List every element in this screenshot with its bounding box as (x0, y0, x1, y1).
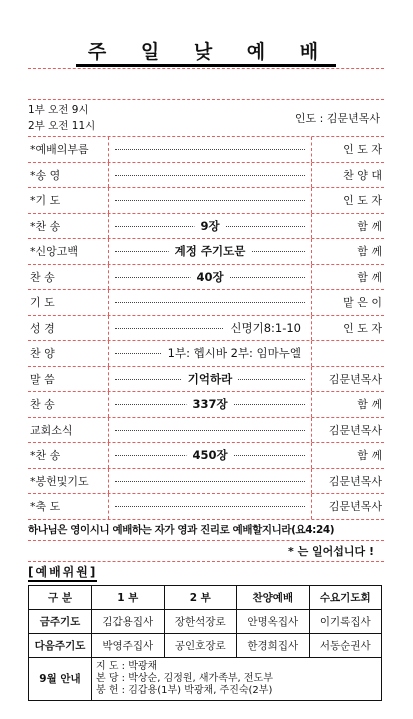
order-item-label: 찬 송 (30, 398, 55, 412)
table-cell: 김갑용집사 (92, 609, 165, 633)
order-item-label: 교회소식 (30, 423, 73, 437)
september-line: 본 당 : 박상순, 김정원, 새가족부, 전도부 (96, 672, 273, 684)
header-praise: 찬양예배 (237, 585, 310, 609)
service-leader: 인도 : 김문년목사 (294, 112, 380, 125)
order-item-detail: 450장 (186, 447, 233, 463)
order-row (28, 418, 384, 444)
row-label: 금주기도 (29, 609, 92, 633)
dotted-leader (108, 494, 312, 519)
order-item-label: *송 영 (30, 168, 61, 182)
order-item-person: 맡 은 이 (343, 296, 382, 310)
september-line: 봉 헌 : 김갑용(1부) 박광채, 주진숙(2부) (96, 684, 273, 696)
order-row (28, 341, 384, 367)
table-row (29, 633, 382, 657)
order-row (28, 163, 384, 189)
order-row (28, 443, 384, 469)
dotted-leader (108, 469, 312, 494)
order-of-worship (28, 137, 384, 520)
order-item-person: 함 께 (357, 398, 382, 412)
table-cell: 박영주집사 (92, 633, 165, 657)
order-row (28, 239, 384, 265)
order-item-label: *봉헌및기도 (30, 474, 89, 488)
order-item-label: 성 경 (30, 321, 55, 335)
table-cell: 서동순권사 (309, 633, 382, 657)
order-row (28, 188, 384, 214)
service-first: 1부 오전 9시 (28, 104, 89, 116)
order-item-label: *찬 송 (30, 219, 61, 233)
dotted-leader (108, 341, 312, 366)
order-item-label: *축 도 (30, 500, 61, 514)
dotted-leader (108, 290, 312, 315)
september-line: 지 도 : 박광채 (96, 660, 158, 672)
order-item-person: 인 도 자 (343, 143, 382, 157)
service-times (28, 102, 112, 134)
bible-verse: 하나님은 영이시니 예배하는 자가 영과 진리로 예배할지니라(요4:24) (28, 524, 335, 536)
page-title: 주 일 낮 예 배 (76, 40, 336, 67)
service-second: 2부 오전 11시 (28, 120, 96, 132)
order-row (28, 494, 384, 520)
title-row (28, 38, 384, 69)
september-label: 9월 안내 (29, 657, 92, 700)
rise-note-row (28, 541, 384, 562)
order-item-person: 김문년목사 (328, 500, 382, 514)
staff-header-row (29, 585, 382, 609)
table-cell: 공인호장로 (164, 633, 237, 657)
bible-verse-row (28, 520, 384, 541)
service-times-row (28, 100, 384, 137)
order-item-detail: 계정 주기도문 (169, 243, 252, 259)
table-row (29, 609, 382, 633)
order-item-person: 함 께 (357, 245, 382, 259)
staff-heading-row (28, 562, 384, 584)
order-item-label: *찬 송 (30, 449, 61, 463)
order-row (28, 214, 384, 240)
order-row (28, 316, 384, 342)
september-info (92, 657, 382, 700)
order-item-detail: 337장 (186, 396, 233, 412)
table-cell: 안명옥집사 (237, 609, 310, 633)
order-item-label: *신앙고백 (30, 245, 79, 259)
rise-note: * 는 일어섭니다 ! (287, 544, 374, 558)
dotted-leader (108, 163, 312, 188)
order-item-detail: 신명기8:1-10 (224, 320, 307, 336)
order-item-detail: 9장 (194, 218, 225, 234)
order-row (28, 290, 384, 316)
header-second: 2 부 (164, 585, 237, 609)
header-category: 구 분 (29, 585, 92, 609)
table-cell: 장한석장로 (164, 609, 237, 633)
order-item-label: *기 도 (30, 194, 61, 208)
order-item-person: 함 께 (357, 219, 382, 233)
dotted-leader (108, 392, 312, 417)
dotted-leader (108, 418, 312, 443)
order-item-label: 찬 송 (30, 270, 55, 284)
order-item-person: 함 께 (357, 270, 382, 284)
order-item-person: 김문년목사 (328, 372, 382, 386)
dotted-leader (108, 316, 312, 341)
order-item-detail: 40장 (190, 269, 229, 285)
order-item-detail: 기억하라 (182, 371, 238, 387)
order-item-label: 기 도 (30, 296, 55, 310)
order-item-person: 김문년목사 (328, 474, 382, 488)
order-item-detail: 1부: 헵시바 2부: 임마누엘 (162, 345, 307, 361)
staff-heading: [예배위원] (28, 563, 97, 582)
dotted-leader (108, 443, 312, 468)
blank-row (28, 69, 384, 100)
order-item-person: 인 도 자 (343, 321, 382, 335)
order-item-label: 찬 양 (30, 347, 55, 361)
order-item-label: 말 씀 (30, 372, 55, 386)
september-row (29, 657, 382, 700)
order-row (28, 137, 384, 163)
order-item-person: 인 도 자 (343, 194, 382, 208)
table-cell: 이기록집사 (309, 609, 382, 633)
bulletin-page (28, 38, 384, 701)
header-first: 1 부 (92, 585, 165, 609)
dotted-leader (108, 188, 312, 213)
row-label: 다음주기도 (29, 633, 92, 657)
table-cell: 한경희집사 (237, 633, 310, 657)
order-row (28, 265, 384, 291)
dotted-leader (108, 214, 312, 239)
dotted-leader (108, 239, 312, 264)
order-row (28, 367, 384, 393)
header-wednesday: 수요기도회 (309, 585, 382, 609)
order-item-person: 함 께 (357, 449, 382, 463)
order-item-person: 김문년목사 (328, 423, 382, 437)
order-row (28, 469, 384, 495)
order-item-label: *예배의부름 (30, 143, 89, 157)
dotted-leader (108, 367, 312, 392)
dotted-leader (108, 137, 312, 162)
order-item-person: 찬 양 대 (343, 168, 382, 182)
staff-table (28, 585, 382, 701)
dotted-leader (108, 265, 312, 290)
order-row (28, 392, 384, 418)
